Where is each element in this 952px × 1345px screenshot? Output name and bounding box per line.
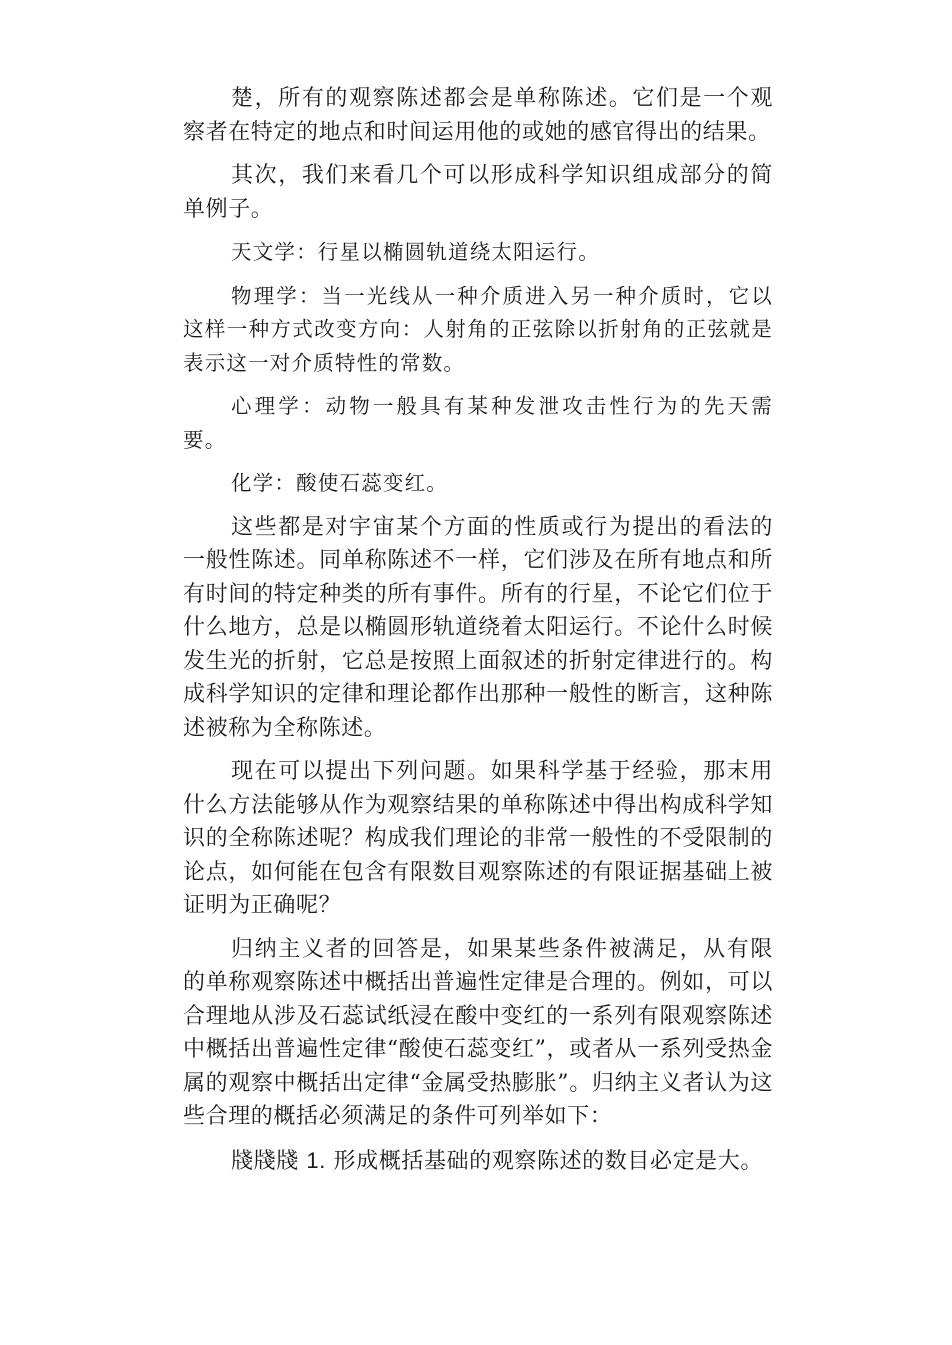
paragraph-universal-statements: 这些都是对宇宙某个方面的性质或行为提出的看法的一般性陈述。同单称陈述不一样，它们涉及在所有地点和所有时间的特定种类的所有事件。所有的行星，不论它们位于什么地方，总是以椭圆形轨道绕着太阳运行。不论什么时候发生光的折射，它总是按照上面叙述的折射定律进行的。构成科学知识的定律和理论都作出那种一般性的断言，这种陈述被称为全称陈述。 xyxy=(183,514,773,741)
paragraph-examples-intro: 其次，我们来看几个可以形成科学知识组成部分的简单例子。 xyxy=(183,163,773,222)
example-astronomy: 天文学：行星以椭圆轨道绕太阳运行。 xyxy=(231,240,600,264)
list-item-prefix: 牋牋牋 xyxy=(231,1148,307,1174)
document-page xyxy=(183,82,773,1188)
paragraph-problem-question: 现在可以提出下列问题。如果科学基于经验，那末用什么方法能够从作为观察结果的单称陈述中得出构成科学知识的全称陈述呢？构成我们理论的非常一般性的不受限制的论点，如何能在包含有限数目观察陈述的有限证据基础上被证明为正确呢？ xyxy=(183,759,773,918)
example-physics: 物理学：当一光线从一种介质进入另一种介质时，它以这样一种方式改变方向：人射角的正弦除以折射角的正弦就是表示这一对介质特性的常数。 xyxy=(183,283,773,375)
paragraph-observation-singular: 楚，所有的观察陈述都会是单称陈述。它们是一个观察者在特定的地点和时间运用他的或她的感官得出的结果。 xyxy=(183,86,773,145)
list-item-text: 形成概括基础的观察陈述的数目必定是大。 xyxy=(325,1148,763,1174)
paragraph-inductivist-answer: 归纳主义者的回答是，如果某些条件被满足，从有限的单称观察陈述中概括出普遍性定律是合理的。例如，可以合理地从涉及石蕊试纸浸在酸中变红的一系列有限观察陈述中概括出普遍性定律“酸使石蕊变红”，或者从一系列受热金属的观察中概括出定律“金属受热膨胀”。归纳主义者认为这些合理的概括必须满足的条件可列举如下： xyxy=(183,936,773,1129)
example-psychology: 心理学：动物一般具有某种发泄攻击性行为的先天需要。 xyxy=(183,394,773,452)
example-chemistry: 化学：酸使石蕊变红。 xyxy=(231,471,448,495)
list-item-condition-1 xyxy=(183,1144,773,1179)
list-item-number: 1. xyxy=(306,1147,326,1173)
